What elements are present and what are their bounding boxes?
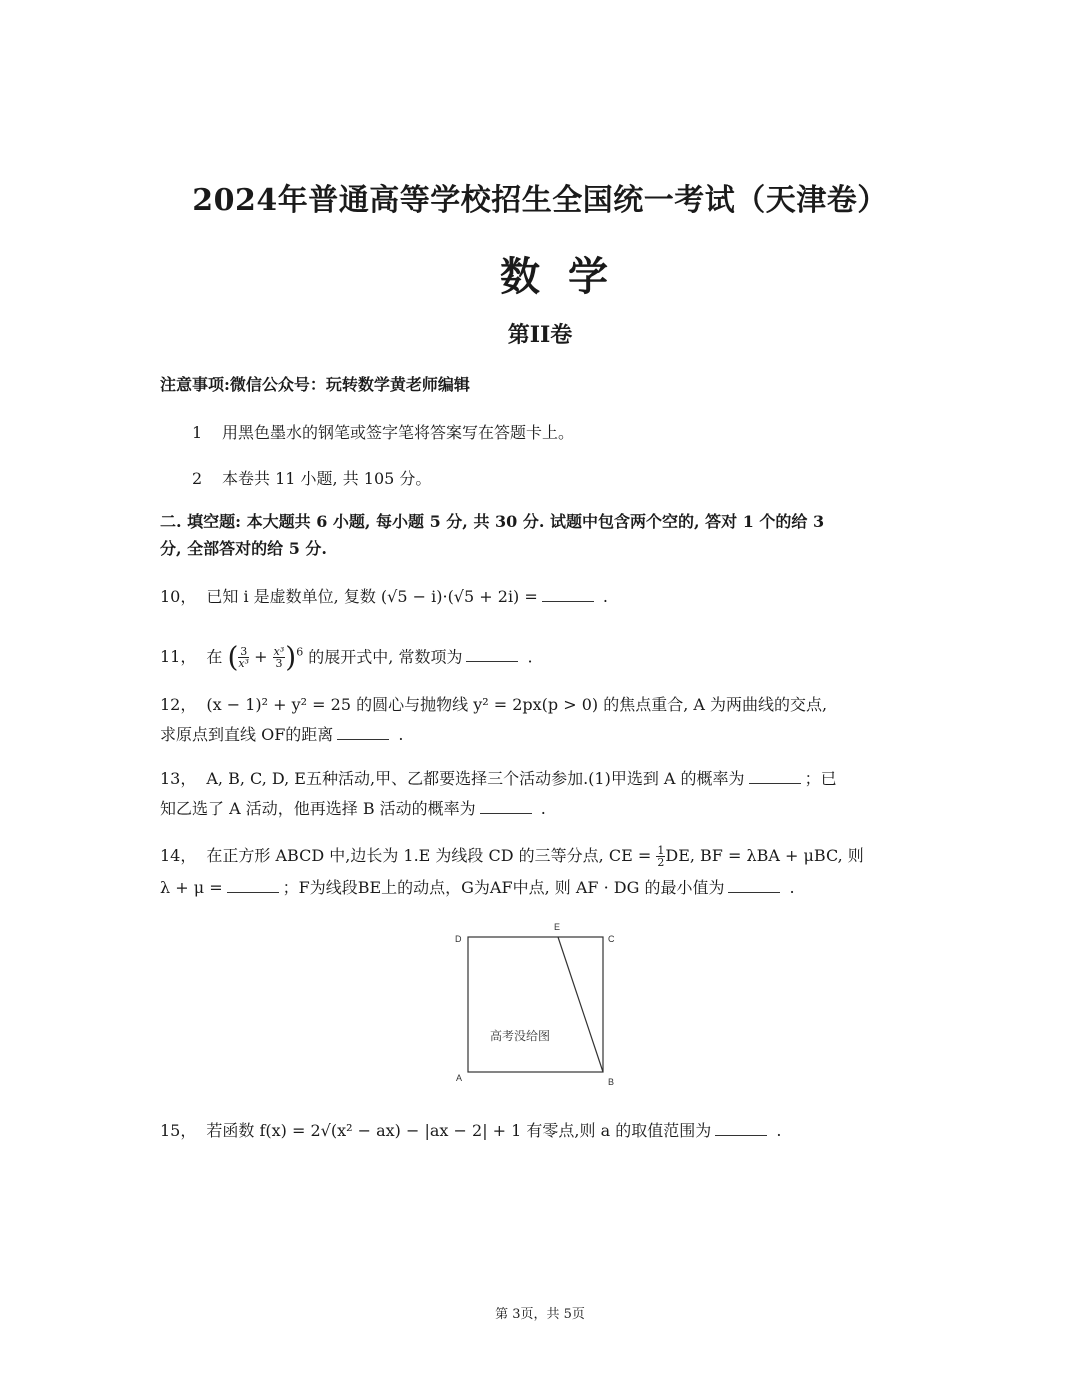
figure-note: 高考没给图 [490,1029,551,1043]
answer-blank[interactable] [542,587,594,602]
square-abcd [468,937,603,1072]
note-item [192,420,574,443]
question-number: 12， [160,695,197,714]
label-d: D [455,934,462,944]
question-text: 的展开式中, 常数项为 [308,647,463,667]
question-number: 13， [160,769,197,788]
question-text: A, B, C, D, E五种活动,甲、乙都要选择三个活动参加.(1)甲选到 A 的概率为 [206,769,745,788]
square-figure [445,920,625,1095]
note-text: 本卷共 11 小题, 共 105 分。 [222,469,432,488]
question-text: 在正方形 ABCD 中,边长为 1.E 为线段 CD 的三等分点, CE = [206,846,652,865]
question-number: 10， [160,587,197,606]
segment-be [558,937,603,1072]
question-text: 已知 i 是虚数单位, 复数 (√5 − i)·(√5 + 2i) = [206,587,538,606]
exam-title: 2024年普通高等学校招生全国统一考试（天津卷） [192,183,888,218]
question-10: 10， 已知 i 是虚数单位, 复数 (√5 − i)·(√5 + 2i) = . [160,587,608,606]
label-a: A [456,1073,463,1083]
note-text: 用黑色墨水的钢笔或签字笔将答案写在答题卡上。 [222,423,575,442]
question-text: 在 [206,647,223,667]
question-text: λ + μ = [160,878,223,897]
question-number: 15， [160,1121,197,1140]
notes-heading: 注意事项:微信公众号：玩转数学黄老师编辑 [160,375,470,394]
volume-heading: 第II卷 [507,322,573,348]
answer-blank[interactable] [480,799,532,814]
question-13: 13， A, B, C, D, E五种活动,甲、乙都要选择三个活动参加.(1)甲选到 A 的概率为 ；已 知乙选了 A 活动，他再选择 B 活动的概率为 . [160,769,837,818]
label-c: C [608,934,615,944]
question-12: 12， (x − 1)² + y² = 25 的圆心与抛物线 y² = 2px(p > 0) 的焦点重合, A 为两曲线的交点, 求原点到直线 OF的距离 . [160,695,828,744]
section-instructions [160,508,925,562]
question-text: ；F为线段BE上的动点，G为AF中点, 则 AF · DG 的最小值为 [282,878,725,897]
question-text: 求原点到直线 OF的距离 [160,725,334,744]
answer-blank[interactable] [466,647,518,662]
label-e: E [554,922,561,932]
section-line: 分, 全部答对的给 5 分. [160,539,327,558]
question-text: DE, BF = λBA + μBC, 则 [665,846,864,865]
square-diagram [445,920,625,1095]
answer-blank[interactable] [227,878,279,893]
answer-blank[interactable] [715,1121,767,1136]
note-item [192,466,431,489]
label-b: B [608,1077,615,1087]
question-text: (x − 1)² + y² = 25 的圆心与抛物线 y² = 2px(p > 0) 的焦点重合, A 为两曲线的交点, [206,695,828,714]
note-number: 2 [192,469,203,488]
question-text: ；已 [804,769,837,788]
question-number: 14， [160,846,197,865]
answer-blank[interactable] [728,878,780,893]
binomial-expression: ( $\frac{3}{\text{x³}}$ + $\frac{\text{x³}}{3}$ )$^6$ [227,640,304,674]
question-text: 知乙选了 A 活动，他再选择 B 活动的概率为 [160,799,476,818]
subject-heading: 数学 [500,253,636,300]
question-11: 11， 在 ( $\frac{3}{\text{x³}}$ + $\frac{\text{x³}}{3}$ )$^6$ 的展开式中, 常数项为 . [160,640,533,674]
question-15: 15， 若函数 f(x) = 2√(x² − ax) − |ax − 2| + 1 有零点,则 a 的取值范围为 . [160,1121,782,1140]
answer-blank[interactable] [749,769,801,784]
question-14: 14， 在正方形 ABCD 中,边长为 1.E 为线段 CD 的三等分点, CE = $\frac{1}{2}$ DE, BF = λBA + μBC, 则 λ + μ = ；F为线段BE上的动点，G为AF中点, 则 AF · DG 的最小值为 . [160,844,864,897]
note-number: 1 [192,423,203,442]
question-number: 11， [160,647,197,667]
question-text: 若函数 f(x) = 2√(x² − ax) − |ax − 2| + 1 有零点,则 a 的取值范围为 [206,1121,712,1140]
page-footer: 第 3页，共 5页 [495,1307,585,1322]
answer-blank[interactable] [337,725,389,740]
section-line: 二. 填空题: 本大题共 6 小题, 每小题 5 分, 共 30 分. 试题中包含两个空的, 答对 1 个的给 3 [160,512,825,531]
